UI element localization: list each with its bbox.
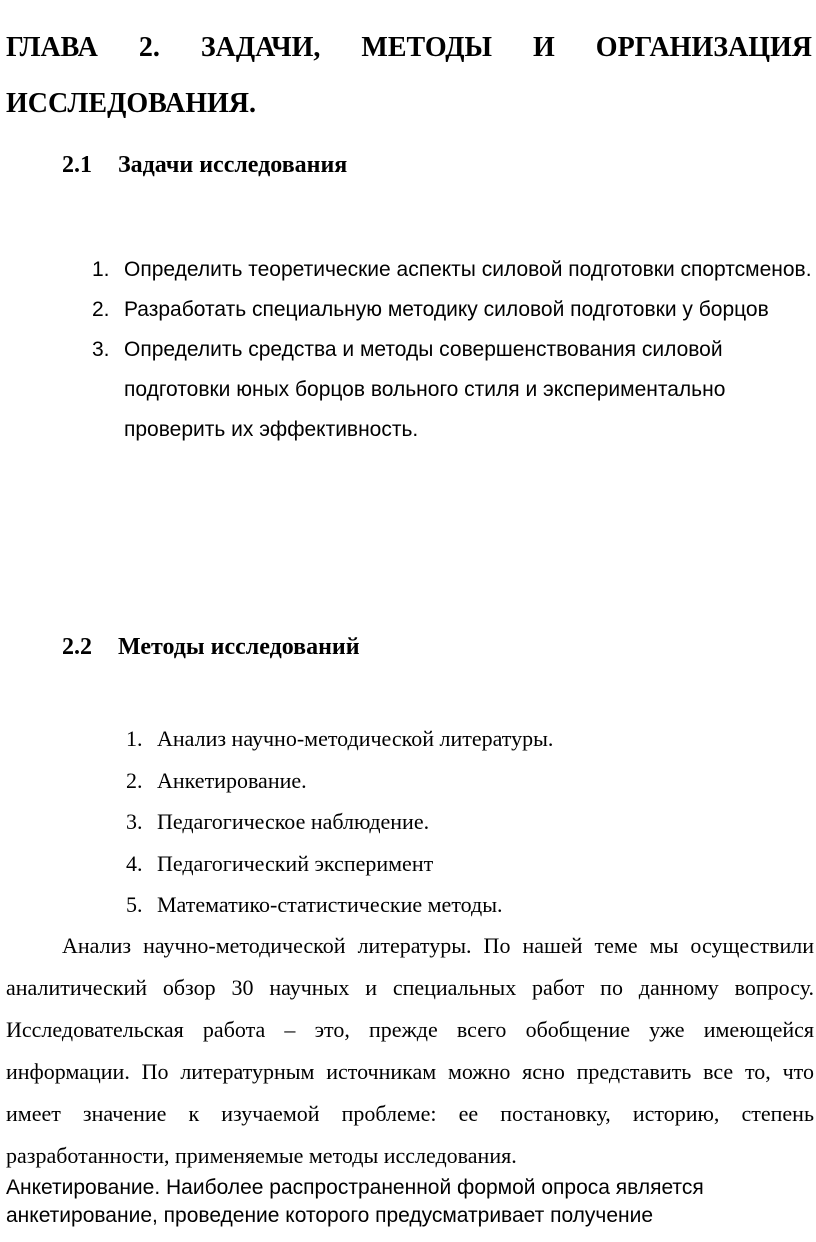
list-item [92, 290, 816, 330]
chapter-title-line-2: ИССЛЕДОВАНИЯ. [6, 88, 257, 119]
task-list [92, 250, 816, 450]
list-item [126, 801, 726, 843]
paragraph-literature-analysis: Анализ научно-методической литературы. По нашей теме мы осуществили аналитический обзор 30 научных и специальных работ по данному вопросу. Исследовательская работа – это, прежде всего обобщение уже имеющейся информации. По литературным источникам можно ясно представить все то, что имеет значение к изучаемой проблеме: ее постановку, историю, степень разработанности, применяемые методы исследования. [6, 933, 814, 1168]
section-title: Методы исследований [118, 634, 360, 660]
list-item [126, 760, 726, 802]
paragraph-survey: Анкетирование. Наиболее распространенной формой опроса является анкетирование, проведение которого предусматривает получение [6, 1176, 704, 1227]
list-marker: 5. [126, 892, 143, 917]
list-item [126, 843, 726, 885]
list-item-text: Разработать специальную методику силовой подготовки у борцов [124, 298, 769, 321]
list-marker: 2. [126, 767, 143, 793]
list-item-text: Определить теоретические аспекты силовой подготовки спортсменов. [124, 258, 812, 281]
list-item-text: Педагогическое наблюдение. [157, 809, 430, 834]
section-heading-methods [62, 632, 360, 662]
list-marker: 3. [92, 338, 110, 361]
list-item [126, 718, 726, 760]
list-item [126, 884, 726, 926]
list-item-text: Математико-статистические методы. [157, 892, 503, 917]
list-item [92, 330, 816, 450]
section-number: 2.1 [62, 152, 92, 178]
section-heading-tasks [62, 150, 347, 180]
method-list [126, 718, 726, 926]
list-marker: 4. [126, 850, 143, 876]
chapter-title-line-1: ГЛАВА 2. ЗАДАЧИ, МЕТОДЫ И ОРГАНИЗАЦИЯ [6, 32, 812, 63]
list-marker: 2. [92, 298, 110, 321]
list-marker: 3. [126, 809, 143, 834]
section-number: 2.2 [62, 634, 92, 660]
chapter-title [6, 20, 812, 132]
list-marker: 1. [92, 258, 110, 281]
list-item-text: Анкетирование. [157, 767, 307, 793]
list-item-text: Педагогический эксперимент [157, 850, 434, 876]
section-title: Задачи исследования [118, 152, 348, 178]
list-item-text: Определить средства и методы совершенствования силовой подготовки юных борцов вольного стиля и экспериментально проверить их эффективность. [124, 338, 726, 441]
list-item [92, 250, 816, 290]
list-item-text: Анализ научно-методической литературы. [157, 726, 554, 751]
list-marker: 1. [126, 726, 143, 751]
